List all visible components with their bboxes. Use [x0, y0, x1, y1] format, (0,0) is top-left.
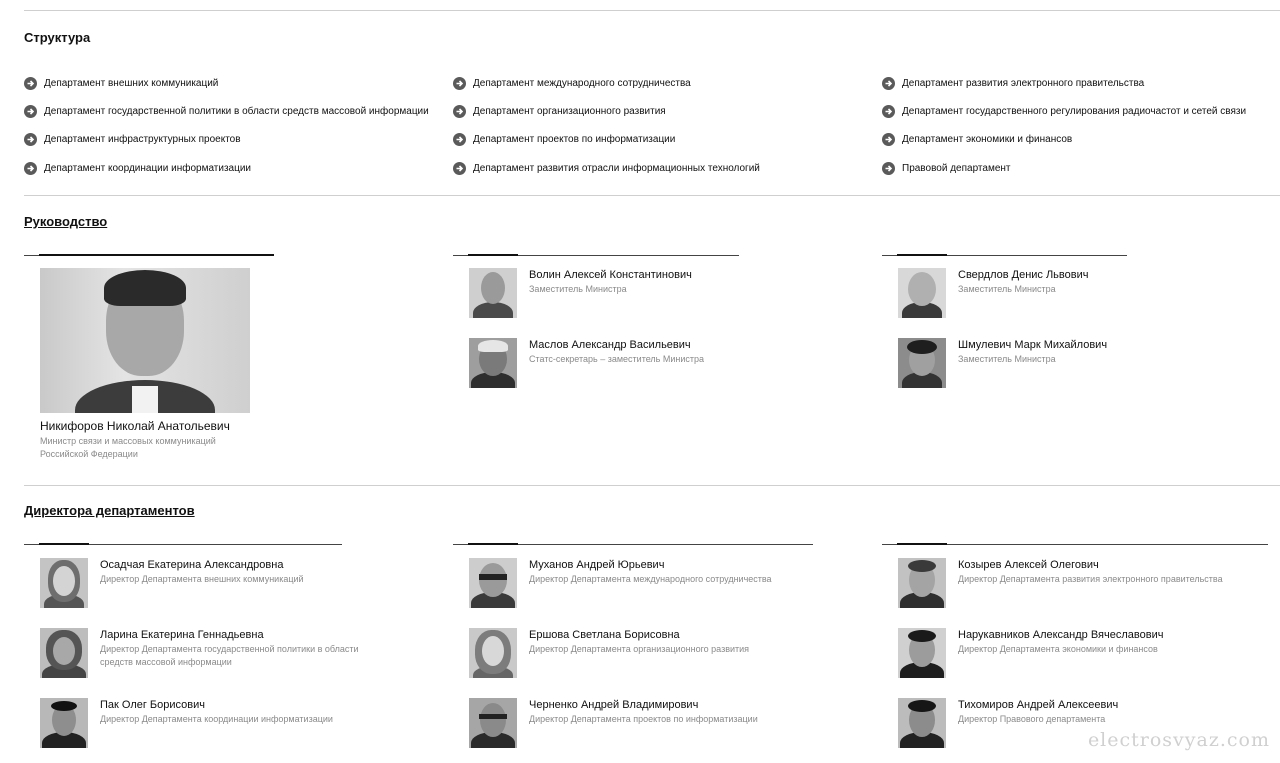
person-role: Директор Департамента международного сотрудничества: [529, 574, 772, 584]
person-photo: [898, 698, 946, 748]
structure-link[interactable]: [453, 69, 883, 97]
minister-photo: [40, 268, 250, 413]
person-photo: [40, 558, 88, 608]
arrow-right-icon: [453, 105, 466, 118]
person-name[interactable]: Волин Алексей Константинович: [529, 269, 692, 281]
top-divider: [24, 10, 1280, 11]
structure-link-label: Департамент государственного регулирования радиочастот и сетей связи: [902, 105, 1247, 117]
arrow-right-icon: [453, 133, 466, 146]
structure-link[interactable]: [24, 126, 454, 154]
director-card[interactable]: [40, 558, 390, 608]
arrow-right-icon: [453, 162, 466, 175]
person-role: Директор Департамента организационного развития: [529, 644, 750, 654]
person-role: Директор Департамента проектов по информатизации: [529, 714, 758, 724]
person-name[interactable]: Козырев Алексей Олегович: [958, 559, 1099, 571]
arrow-right-icon: [882, 77, 895, 90]
structure-link-label: Департамент государственной политики в области средств массовой информации: [44, 105, 429, 117]
deputy-card[interactable]: [469, 338, 789, 388]
structure-link[interactable]: [453, 154, 883, 182]
director-card[interactable]: [40, 698, 390, 748]
divider-structure: [24, 195, 1280, 196]
directors-title[interactable]: Директора департаментов: [24, 503, 195, 518]
director-card[interactable]: [469, 698, 819, 748]
minister-name[interactable]: Никифоров Николай Анатольевич: [40, 419, 230, 433]
structure-link-label: Департамент международного сотрудничества: [473, 77, 691, 89]
person-role: Заместитель Министра: [958, 284, 1056, 294]
arrow-right-icon: [882, 162, 895, 175]
deputy-card[interactable]: [898, 268, 1218, 318]
director-card[interactable]: [469, 628, 819, 678]
person-role: Директор Департамента внешних коммуникаций: [100, 574, 304, 584]
column-line: [882, 544, 1268, 545]
structure-link-label: Департамент инфраструктурных проектов: [44, 134, 241, 146]
structure-link-label: Департамент организационного развития: [473, 105, 666, 117]
person-photo: [40, 628, 88, 678]
person-name[interactable]: Тихомиров Андрей Алексеевич: [958, 699, 1119, 711]
structure-column-1: [24, 69, 454, 182]
structure-link[interactable]: [882, 97, 1272, 125]
director-card[interactable]: [898, 628, 1268, 678]
person-role: Директор Департамента экономики и финансов: [958, 644, 1158, 654]
director-card[interactable]: [469, 558, 819, 608]
structure-link[interactable]: [24, 154, 454, 182]
structure-column-3: [882, 69, 1272, 182]
structure-column-2: [453, 69, 883, 182]
person-name[interactable]: Черненко Андрей Владимирович: [529, 699, 699, 711]
column-line: [24, 544, 342, 545]
person-role: Директор Департамента развития электронного правительства: [958, 574, 1223, 584]
person-photo: [469, 338, 517, 388]
person-name[interactable]: Свердлов Денис Львович: [958, 269, 1089, 281]
structure-link-label: Правовой департамент: [902, 162, 1011, 174]
column-line: [24, 255, 266, 256]
structure-link-label: Департамент развития отрасли информационных технологий: [473, 162, 760, 174]
structure-link[interactable]: [882, 69, 1272, 97]
structure-link[interactable]: [453, 97, 883, 125]
person-photo: [898, 628, 946, 678]
person-role: Директор Департамента координации информатизации: [100, 714, 333, 724]
person-name[interactable]: Ершова Светлана Борисовна: [529, 629, 680, 641]
person-photo: [469, 268, 517, 318]
person-photo: [40, 698, 88, 748]
person-role: Директор Департамента государственной политики в области средств массовой информации: [100, 644, 359, 667]
arrow-right-icon: [882, 133, 895, 146]
person-role: Заместитель Министра: [958, 354, 1056, 364]
person-photo: [469, 698, 517, 748]
deputy-card[interactable]: [469, 268, 789, 318]
person-photo: [898, 558, 946, 608]
person-name[interactable]: Ларина Екатерина Геннадьевна: [100, 629, 264, 641]
arrow-right-icon: [24, 105, 37, 118]
watermark: electrosvyaz.com: [1087, 729, 1270, 751]
minister-card[interactable]: [40, 268, 260, 461]
person-photo: [898, 338, 946, 388]
structure-link[interactable]: [24, 97, 454, 125]
arrow-right-icon: [882, 105, 895, 118]
person-photo: [898, 268, 946, 318]
person-name[interactable]: Нарукавников Александр Вячеславович: [958, 629, 1164, 641]
arrow-right-icon: [24, 162, 37, 175]
person-photo: [469, 558, 517, 608]
person-role: Статс-секретарь – заместитель Министра: [529, 354, 705, 364]
arrow-right-icon: [453, 77, 466, 90]
structure-title: Структура: [24, 30, 91, 45]
person-name[interactable]: Пак Олег Борисович: [100, 699, 205, 711]
person-name[interactable]: Шмулевич Марк Михайлович: [958, 339, 1108, 351]
person-role: Заместитель Министра: [529, 284, 627, 294]
structure-link-label: Департамент развития электронного правительства: [902, 77, 1145, 89]
structure-link[interactable]: [882, 126, 1272, 154]
structure-link[interactable]: [24, 69, 454, 97]
structure-link-label: Департамент внешних коммуникаций: [44, 77, 219, 89]
person-name[interactable]: Осадчая Екатерина Александровна: [100, 559, 284, 571]
deputy-card[interactable]: [898, 338, 1218, 388]
minister-role: Министр связи и массовых коммуникаций Российской Федерации: [40, 436, 216, 459]
person-role: Директор Правового департамента: [958, 714, 1106, 724]
person-photo: [469, 628, 517, 678]
structure-link-label: Департамент экономики и финансов: [902, 134, 1073, 146]
divider-leadership: [24, 485, 1280, 486]
director-card[interactable]: [898, 558, 1268, 608]
arrow-right-icon: [24, 133, 37, 146]
column-line: [882, 255, 1127, 256]
arrow-right-icon: [24, 77, 37, 90]
structure-link[interactable]: [882, 154, 1272, 182]
person-name[interactable]: Муханов Андрей Юрьевич: [529, 559, 665, 571]
structure-link[interactable]: [453, 126, 883, 154]
column-line: [453, 255, 739, 256]
person-name[interactable]: Маслов Александр Васильевич: [529, 339, 691, 351]
director-card[interactable]: [40, 628, 390, 678]
column-line: [453, 544, 813, 545]
leadership-title[interactable]: Руководство: [24, 214, 108, 229]
structure-link-label: Департамент координации информатизации: [44, 162, 252, 174]
structure-link-label: Департамент проектов по информатизации: [473, 134, 676, 146]
